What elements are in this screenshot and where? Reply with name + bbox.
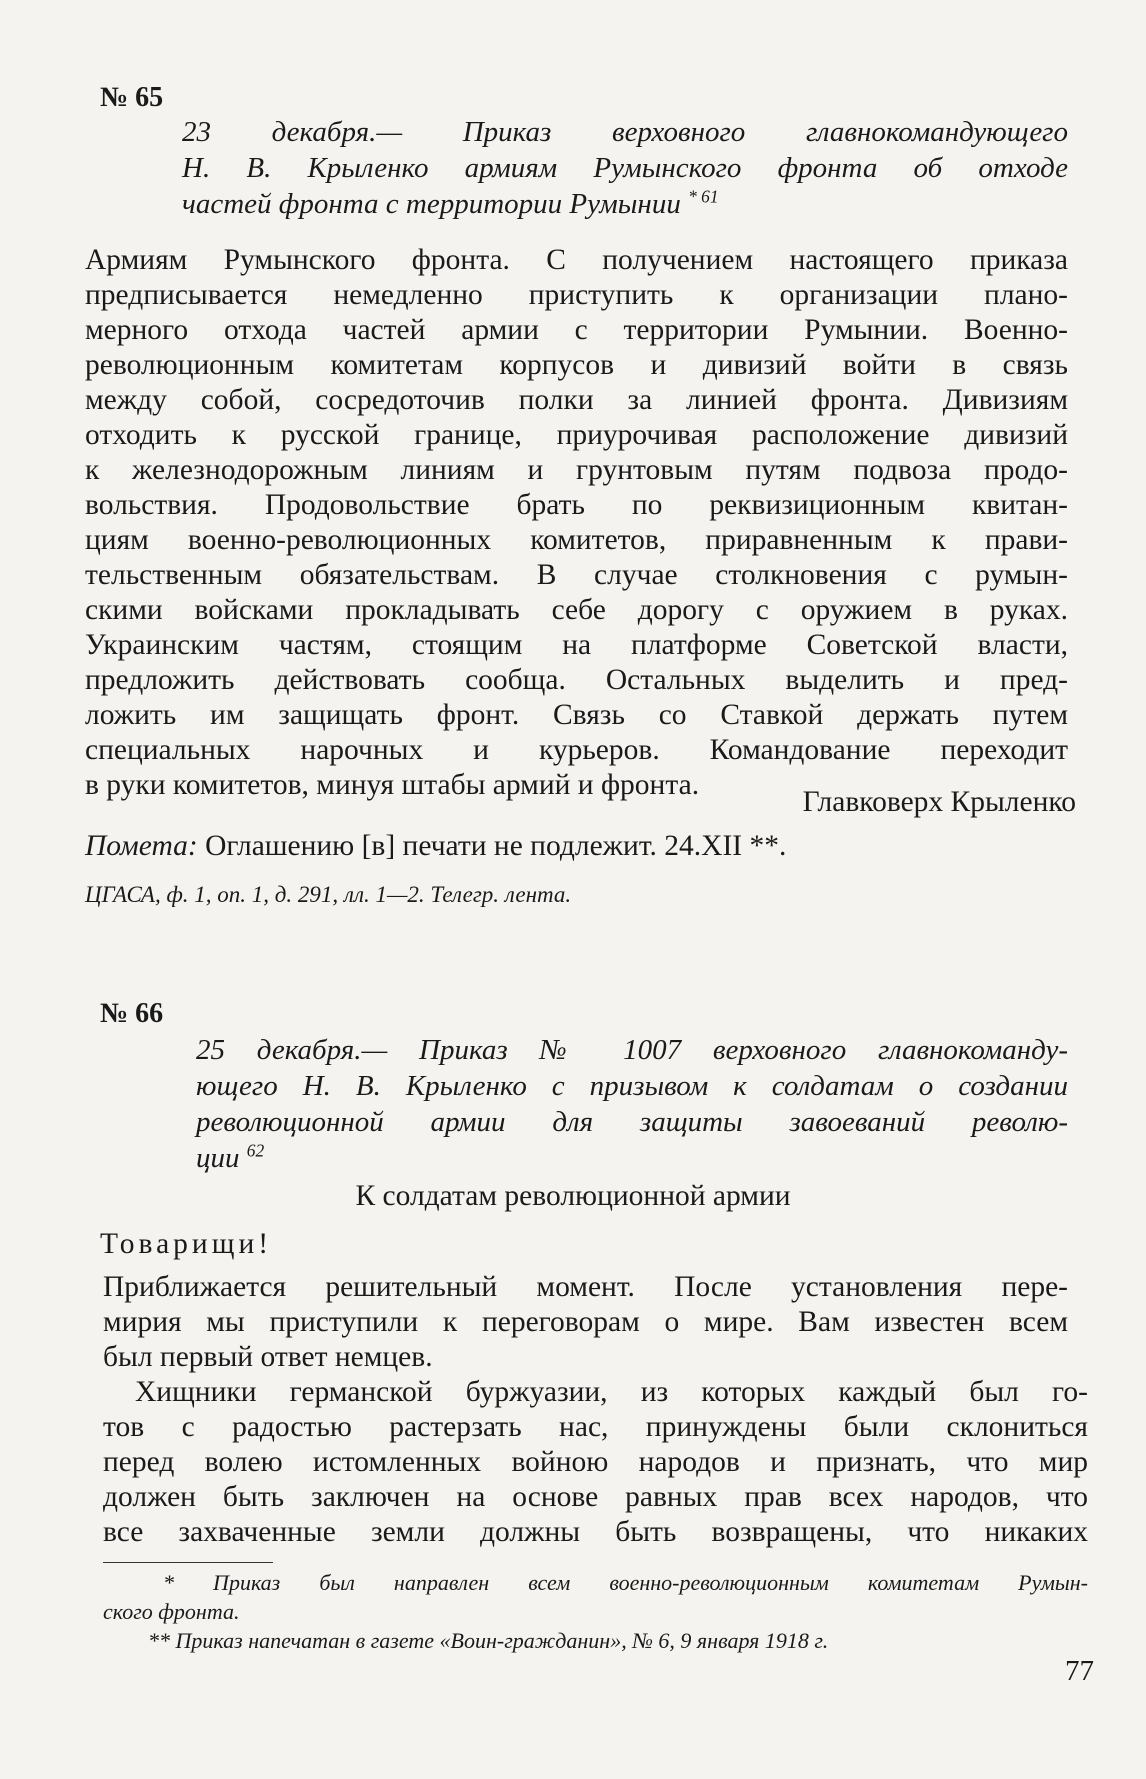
doc66-para1-line: Приближается решительный момент. После установления пере- <box>103 1271 1068 1303</box>
doc65-body-line: тельственным обязательствам. В случае столкновения с румын- <box>85 559 1068 591</box>
doc65-signature: Главковерх Крыленко <box>802 786 1076 818</box>
doc65-body-line: Армиям Румынского фронта. С получением настоящего приказа <box>85 244 1068 276</box>
doc65-body-line: революционным комитетам корпусов и дивизий войти в связь <box>85 349 1068 381</box>
doc66-para1-line: был первый ответ немцев. <box>103 1341 433 1373</box>
doc66-para2-line: Хищники германской буржуазии, из которых каждый был го- <box>135 1376 1088 1408</box>
doc65-source: ЦГАСА, ф. 1, оп. 1, д. 291, лл. 1—2. Телегр. лента. <box>85 882 572 907</box>
doc65-heading <box>182 114 1068 222</box>
doc65-note <box>85 830 786 863</box>
doc65-body-line: циям военно-революционных комитетов, приравненным к прави- <box>85 524 1068 556</box>
doc66-heading-line: революционной армии для защиты завоеваний револю- <box>196 1106 1068 1138</box>
footnote-line: * Приказ был направлен всем военно-революционным комитетам Румын- <box>163 1570 1088 1595</box>
doc65-body-line: Украинским частям, стоящим на платформе Советской власти, <box>85 629 1068 661</box>
doc65-body-line: мерного отхода частей армии с территории Румынии. Военно- <box>85 314 1068 346</box>
doc65-number: № 65 <box>100 82 164 113</box>
footnotes <box>103 1568 1088 1655</box>
doc66-para2-line: тов с радостью растерзать нас, принуждены были склониться <box>103 1411 1088 1443</box>
doc65-note-label: Помета: <box>85 830 198 862</box>
doc65-body-line: предписывается немедленно приступить к организации плано- <box>85 279 1068 311</box>
doc66-heading <box>196 1032 1068 1176</box>
doc66-number: № 66 <box>100 998 164 1029</box>
footnote-line: ского фронта. <box>103 1599 240 1624</box>
doc65-body <box>85 243 1068 803</box>
doc66-para2-line: перед волею истомленных войною народов и признать, что мир <box>103 1446 1088 1478</box>
doc66-para2-line: должен быть заключен на основе равных прав всех народов, что <box>103 1481 1088 1513</box>
doc65-body-line: ложить им защищать фронт. Связь со Ставкой держать путем <box>85 699 1068 731</box>
doc66-paragraph-1 <box>103 1270 1068 1375</box>
doc65-body-line: специальных нарочных и курьеров. Командование переходит <box>85 734 1068 766</box>
doc65-body-line: к железнодорожным линиям и грунтовым путям подвоза продо- <box>85 454 1068 486</box>
doc65-heading-line: Н. В. Крыленко армиям Румынского фронта об отходе <box>182 152 1068 184</box>
doc66-heading-line: ющего Н. В. Крыленко с призывом к солдатам о создании <box>196 1070 1068 1102</box>
page-number: 77 <box>1065 1655 1094 1687</box>
doc65-body-line: предложить действовать сообща. Остальных выделить и пред- <box>85 664 1068 696</box>
doc66-title: К солдатам революционной армии <box>355 1180 791 1212</box>
doc65-body-line: в руки комитетов, минуя штабы армий и фронта. <box>85 769 700 801</box>
footnote-rule <box>103 1562 273 1563</box>
doc65-body-line: между собой, сосредоточив полки за линией фронта. Дивизиям <box>85 384 1068 416</box>
doc66-para2-line: все захваченные земли должны быть возвращены, что никаких <box>103 1516 1088 1548</box>
footnote-line: ** Приказ напечатан в газете «Воин-гражданин», № 6, 9 января 1918 г. <box>148 1628 829 1653</box>
doc66-heading-line: ции <box>196 1142 240 1174</box>
doc65-heading-line: частей фронта с территории Румынии <box>182 188 681 220</box>
doc65-note-text: Оглашению [в] печати не подлежит. 24.XII **. <box>205 830 787 862</box>
doc65-heading-mark: * 61 <box>688 186 719 207</box>
doc66-para1-line: мирия мы приступили к переговорам о мире. Вам известен всем <box>103 1306 1068 1338</box>
doc65-body-line: скими войсками прокладывать себе дорогу с оружием в руках. <box>85 594 1068 626</box>
doc66-heading-line: 25 декабря.— Приказ № 1007 верховного главнокоманду- <box>196 1034 1068 1066</box>
doc65-heading-line: 23 декабря.— Приказ верховного главнокомандующего <box>182 116 1068 148</box>
doc65-body-line: вольствия. Продовольствие брать по реквизиционным квитан- <box>85 489 1068 521</box>
doc66-salutation: Товарищи! <box>100 1228 273 1260</box>
doc66-heading-mark: 62 <box>246 1140 265 1161</box>
doc66-paragraph-2 <box>103 1375 1088 1550</box>
doc65-body-line: отходить к русской границе, приурочивая расположение дивизий <box>85 419 1068 451</box>
